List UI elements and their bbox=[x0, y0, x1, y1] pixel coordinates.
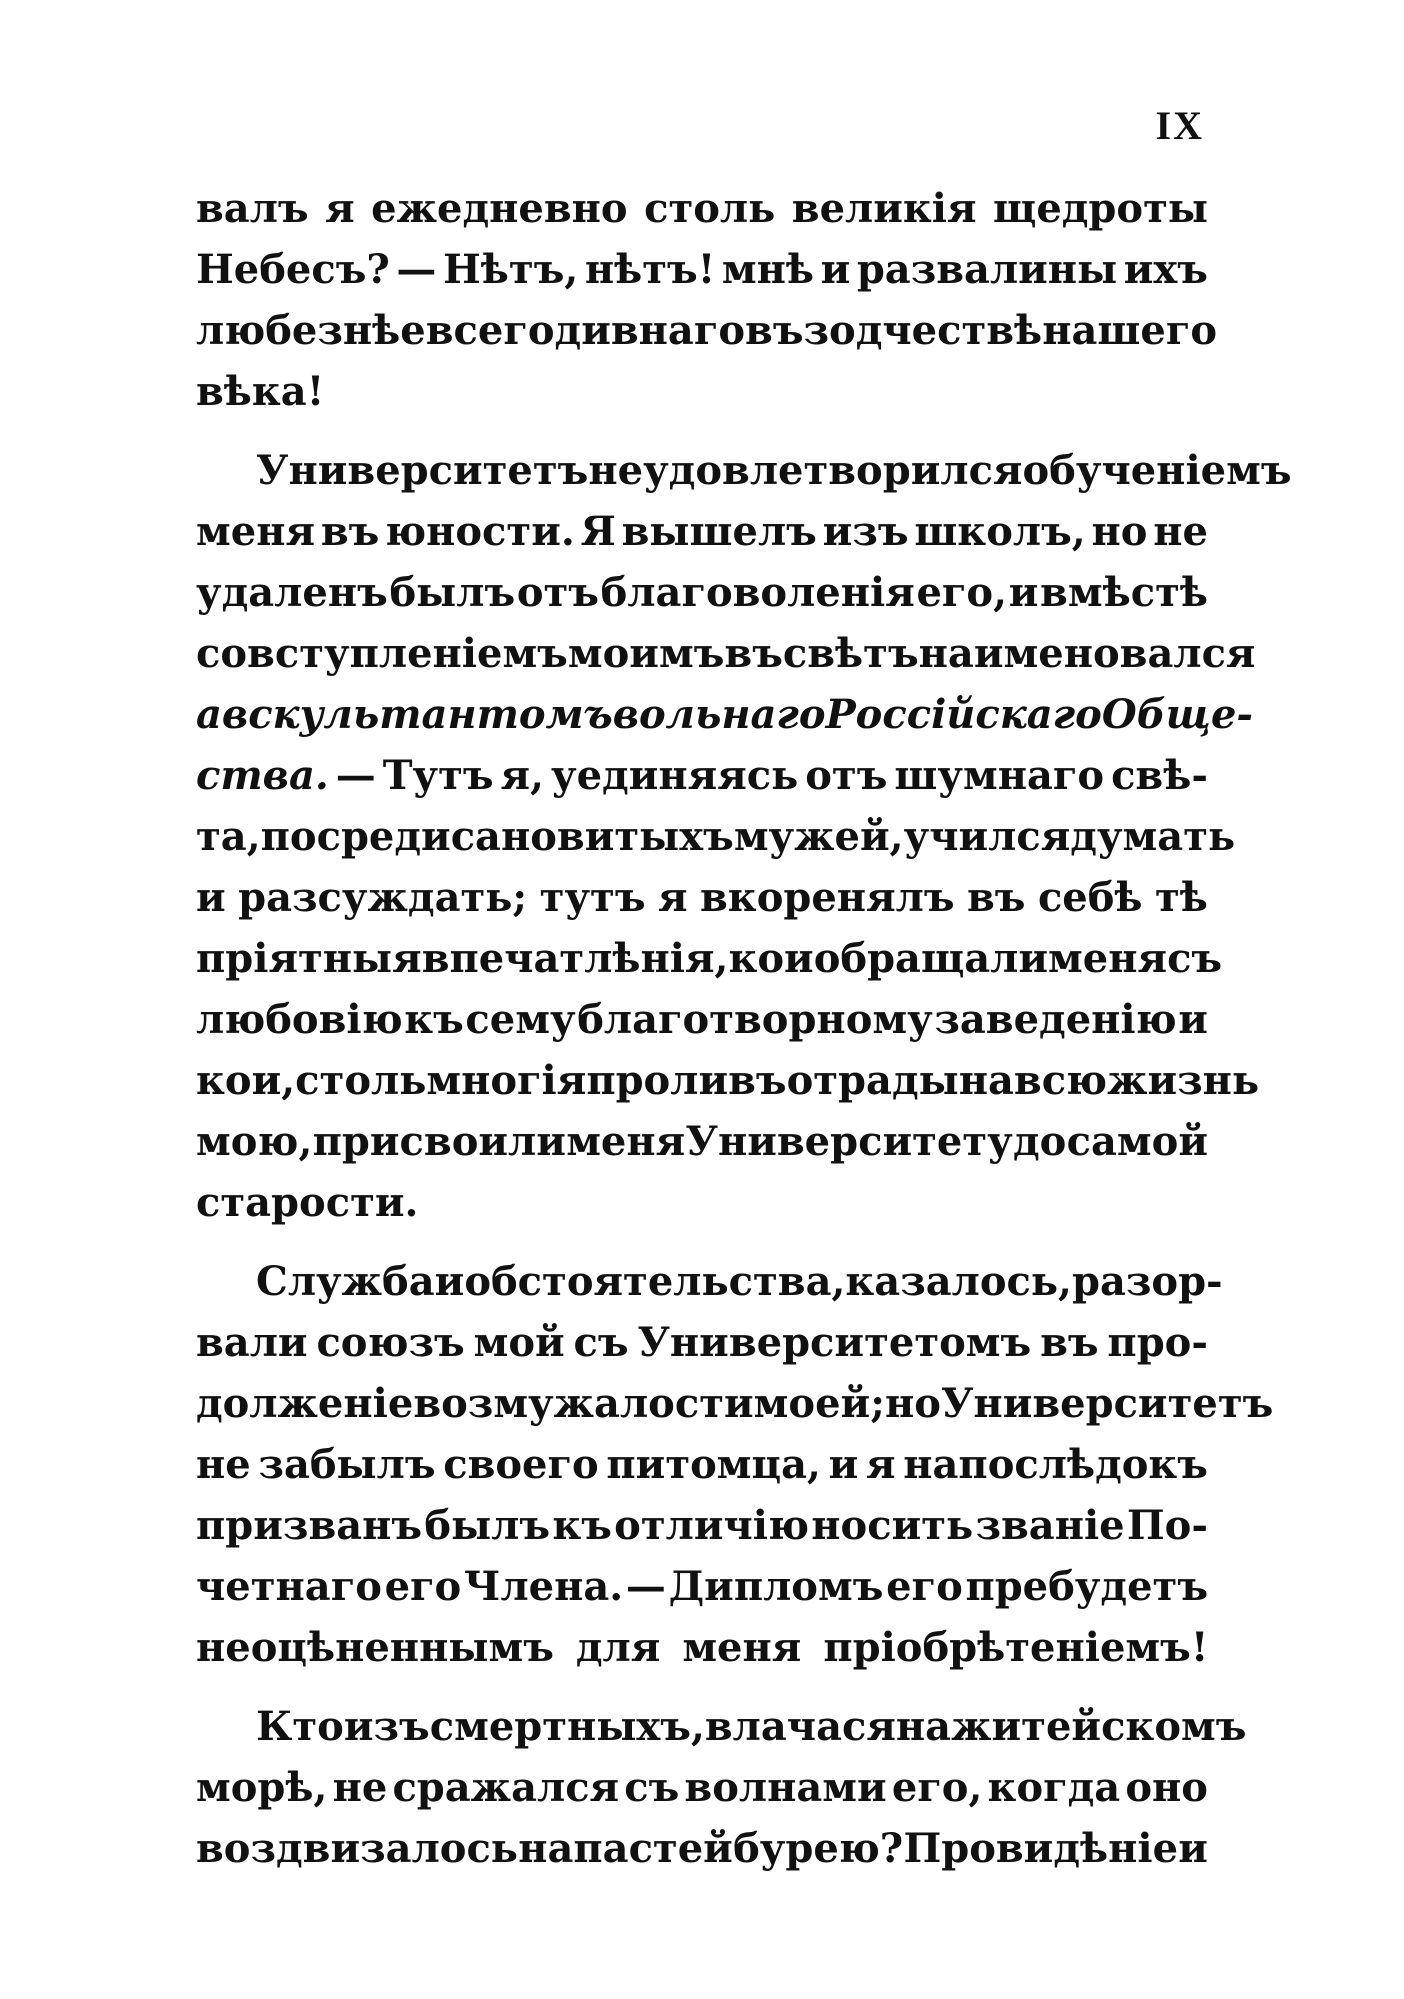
paragraph bbox=[196, 1251, 1274, 1678]
word: я, bbox=[500, 752, 545, 799]
word: оно bbox=[1125, 1764, 1208, 1811]
word: съ bbox=[1167, 935, 1223, 982]
word: я bbox=[657, 874, 688, 921]
paragraph bbox=[196, 440, 1292, 1233]
word: для bbox=[575, 1624, 661, 1671]
word: и bbox=[820, 246, 851, 293]
text-line bbox=[196, 361, 1208, 422]
word: не bbox=[332, 1764, 388, 1811]
word: смертныхъ, bbox=[429, 1703, 705, 1750]
word: любезнѣе bbox=[196, 307, 426, 354]
word: пребудетъ bbox=[965, 1563, 1208, 1610]
word: мой bbox=[473, 1319, 565, 1366]
word: Университету bbox=[685, 1118, 1013, 1165]
text-line bbox=[196, 867, 1208, 928]
word: авскультантомъ bbox=[196, 691, 613, 738]
text-line bbox=[196, 1172, 1208, 1233]
word: кои bbox=[728, 935, 814, 982]
word: всего bbox=[425, 307, 555, 354]
word: проливъ bbox=[586, 1057, 787, 1104]
word: Университетъ bbox=[940, 1380, 1274, 1427]
text-line bbox=[196, 300, 1218, 361]
text-line bbox=[196, 1818, 1208, 1879]
text-line bbox=[196, 562, 1208, 623]
word: великія bbox=[791, 185, 977, 232]
text-line bbox=[196, 1617, 1208, 1678]
word: тутъ bbox=[539, 874, 646, 921]
word: обученіемъ bbox=[1022, 447, 1292, 494]
word: былъ bbox=[389, 569, 516, 616]
word: союзъ bbox=[316, 1319, 465, 1366]
text-line bbox=[196, 1434, 1208, 1495]
word: съ bbox=[573, 1319, 629, 1366]
text-line bbox=[196, 1696, 1247, 1757]
word: Я bbox=[580, 508, 616, 555]
word: Обще- bbox=[1101, 691, 1254, 738]
word: любовію bbox=[196, 996, 403, 1043]
word: напослѣдокъ bbox=[903, 1441, 1208, 1488]
word: впечатлѣнія, bbox=[421, 935, 729, 982]
text-line bbox=[196, 928, 1223, 989]
word: присвоили bbox=[312, 1118, 566, 1165]
word: удовлетворился bbox=[643, 447, 1023, 494]
word: думать bbox=[1070, 813, 1236, 860]
word: себѣ bbox=[1037, 874, 1143, 921]
word: учился bbox=[903, 813, 1071, 860]
word: отъ bbox=[805, 752, 888, 799]
word: вмѣстѣ bbox=[1040, 569, 1208, 616]
word: меня bbox=[1048, 935, 1168, 982]
word: въ bbox=[320, 508, 380, 555]
word: его, bbox=[891, 1764, 983, 1811]
word: мнѣ bbox=[721, 246, 815, 293]
text-line bbox=[196, 239, 1208, 300]
word: отъ bbox=[516, 569, 599, 616]
word: разор- bbox=[1071, 1258, 1223, 1305]
word: изъ bbox=[343, 1703, 430, 1750]
word: казалось, bbox=[845, 1258, 1072, 1305]
word: я bbox=[865, 1441, 896, 1488]
word: къ bbox=[404, 996, 464, 1043]
word: волнами bbox=[684, 1764, 887, 1811]
word: Кто bbox=[256, 1703, 344, 1750]
word: со bbox=[196, 630, 248, 677]
word: не bbox=[588, 447, 644, 494]
word: когда bbox=[987, 1764, 1121, 1811]
word: вали bbox=[196, 1319, 308, 1366]
word: возмужалости bbox=[413, 1380, 754, 1427]
text-line bbox=[196, 1251, 1223, 1312]
word: Провидѣніе bbox=[903, 1825, 1179, 1872]
word: обращали bbox=[813, 935, 1049, 982]
word: и bbox=[1178, 1825, 1208, 1872]
word: заведенію bbox=[934, 996, 1177, 1043]
body-text bbox=[196, 178, 1292, 1879]
word: въ bbox=[745, 307, 804, 354]
text-line bbox=[196, 745, 1208, 806]
word: бурею? bbox=[733, 1825, 904, 1872]
word: кои, bbox=[196, 1057, 296, 1104]
word: старости. bbox=[196, 1179, 419, 1226]
text-line bbox=[196, 684, 1254, 745]
word: щедроты bbox=[993, 185, 1208, 232]
word: носить bbox=[811, 1502, 974, 1549]
word: валъ bbox=[196, 185, 309, 232]
word: я bbox=[325, 185, 355, 232]
word: ства. bbox=[196, 752, 329, 799]
word: Тутъ bbox=[382, 752, 494, 799]
word: забылъ bbox=[258, 1441, 436, 1488]
word: не bbox=[196, 1441, 251, 1488]
word: и bbox=[828, 1441, 859, 1488]
word: юности. bbox=[385, 508, 575, 555]
word: меня bbox=[566, 1118, 686, 1165]
word: жизнь bbox=[1107, 1057, 1260, 1104]
word: четнаго bbox=[196, 1563, 382, 1610]
text-line bbox=[196, 1312, 1208, 1373]
word: Служба bbox=[256, 1258, 435, 1305]
word: про- bbox=[1107, 1319, 1208, 1366]
word: вкоренялъ bbox=[700, 874, 955, 921]
word: воздвизалось bbox=[196, 1825, 518, 1872]
word: неоцѣненнымъ bbox=[196, 1624, 554, 1671]
word: свѣ- bbox=[1111, 752, 1208, 799]
text-line bbox=[196, 178, 1208, 239]
word: моимъ bbox=[567, 630, 725, 677]
word: не bbox=[1153, 508, 1208, 555]
word: до bbox=[1013, 1118, 1067, 1165]
text-line bbox=[196, 806, 1236, 867]
word: Дипломъ bbox=[668, 1563, 884, 1610]
text-line bbox=[196, 440, 1292, 501]
word: моей; bbox=[753, 1380, 885, 1427]
word: развалины bbox=[856, 246, 1118, 293]
word: и bbox=[1178, 996, 1208, 1043]
word: пріятныя bbox=[196, 935, 422, 982]
word: шумнаго bbox=[894, 752, 1105, 799]
word: сражался bbox=[392, 1764, 620, 1811]
word: самой bbox=[1066, 1118, 1208, 1165]
word: посреди bbox=[260, 813, 451, 860]
word: его bbox=[384, 1563, 462, 1610]
word: сему bbox=[465, 996, 576, 1043]
text-line bbox=[196, 501, 1208, 562]
word: та, bbox=[196, 813, 261, 860]
word: — bbox=[335, 752, 376, 799]
word: на bbox=[895, 1703, 952, 1750]
word: дивнаго bbox=[554, 307, 746, 354]
word: сановитыхъ bbox=[450, 813, 734, 860]
word: вольнаго bbox=[612, 691, 826, 738]
word: но bbox=[884, 1380, 941, 1427]
word: изъ bbox=[822, 508, 909, 555]
word: и bbox=[434, 1258, 465, 1305]
word: наименовался bbox=[918, 630, 1256, 677]
word: Университетомъ bbox=[637, 1319, 1032, 1366]
word: столь bbox=[644, 185, 776, 232]
word: питомца, bbox=[606, 1441, 821, 1488]
word: Нѣтъ, bbox=[442, 246, 579, 293]
text-line bbox=[196, 1050, 1260, 1111]
word: зодчествѣ bbox=[803, 307, 1043, 354]
word: Университетъ bbox=[256, 447, 589, 494]
word: уединяясь bbox=[551, 752, 799, 799]
word: ихъ bbox=[1123, 246, 1208, 293]
word: въ bbox=[1040, 1319, 1099, 1366]
word: благоволенія bbox=[600, 569, 915, 616]
word: его bbox=[886, 1563, 963, 1610]
word: всю bbox=[1013, 1057, 1108, 1104]
text-line bbox=[196, 1495, 1208, 1556]
text-line bbox=[196, 1757, 1208, 1818]
word: школъ, bbox=[914, 508, 1086, 555]
word: мою, bbox=[196, 1118, 313, 1165]
word: мужей, bbox=[733, 813, 904, 860]
word: — bbox=[396, 246, 437, 293]
word: — bbox=[625, 1563, 666, 1610]
word: вышелъ bbox=[621, 508, 817, 555]
word: но bbox=[1091, 508, 1148, 555]
text-line bbox=[196, 1556, 1208, 1617]
text-line bbox=[196, 623, 1256, 684]
word: вѣка! bbox=[196, 368, 325, 415]
word: нашего bbox=[1042, 307, 1218, 354]
word: напастей bbox=[518, 1825, 733, 1872]
word: вступленіемъ bbox=[247, 630, 568, 677]
word: отрады bbox=[786, 1057, 959, 1104]
word: его, bbox=[916, 569, 1008, 616]
word: обстоятельства, bbox=[464, 1258, 846, 1305]
word: на bbox=[958, 1057, 1014, 1104]
word: отличію bbox=[614, 1502, 809, 1549]
page-number: IX bbox=[1155, 103, 1204, 148]
word: въ bbox=[966, 874, 1026, 921]
word: благотворному bbox=[577, 996, 933, 1043]
word: морѣ, bbox=[196, 1764, 328, 1811]
word: и bbox=[1008, 569, 1039, 616]
word: призванъ bbox=[196, 1502, 423, 1549]
word: житейскомъ bbox=[951, 1703, 1247, 1750]
word: долженіе bbox=[196, 1380, 414, 1427]
word: Россійскаго bbox=[825, 691, 1102, 738]
word: ежедневно bbox=[371, 185, 628, 232]
word: меня bbox=[682, 1624, 802, 1671]
text-line bbox=[196, 1373, 1274, 1434]
word: тѣ bbox=[1155, 874, 1208, 921]
text-line bbox=[196, 989, 1208, 1050]
word: званіе bbox=[975, 1502, 1125, 1549]
word: въ bbox=[724, 630, 783, 677]
text-line bbox=[196, 1111, 1208, 1172]
word: былъ bbox=[424, 1502, 551, 1549]
word: удаленъ bbox=[196, 569, 388, 616]
word: съ bbox=[624, 1764, 680, 1811]
word: столь bbox=[295, 1057, 427, 1104]
word: своего bbox=[443, 1441, 599, 1488]
word: Члена. bbox=[463, 1563, 624, 1610]
paragraph bbox=[196, 1696, 1247, 1879]
word: нѣтъ! bbox=[584, 246, 716, 293]
word: влачася bbox=[704, 1703, 896, 1750]
word: свѣтъ bbox=[782, 630, 919, 677]
word: многія bbox=[426, 1057, 587, 1104]
word: пріобрѣтеніемъ! bbox=[823, 1624, 1209, 1671]
paragraph bbox=[196, 178, 1218, 422]
word: Небесъ? bbox=[196, 246, 390, 293]
word: По- bbox=[1126, 1502, 1208, 1549]
word: и bbox=[196, 874, 226, 921]
word: къ bbox=[552, 1502, 612, 1549]
word: меня bbox=[196, 508, 316, 555]
word: разсуждать; bbox=[238, 874, 528, 921]
